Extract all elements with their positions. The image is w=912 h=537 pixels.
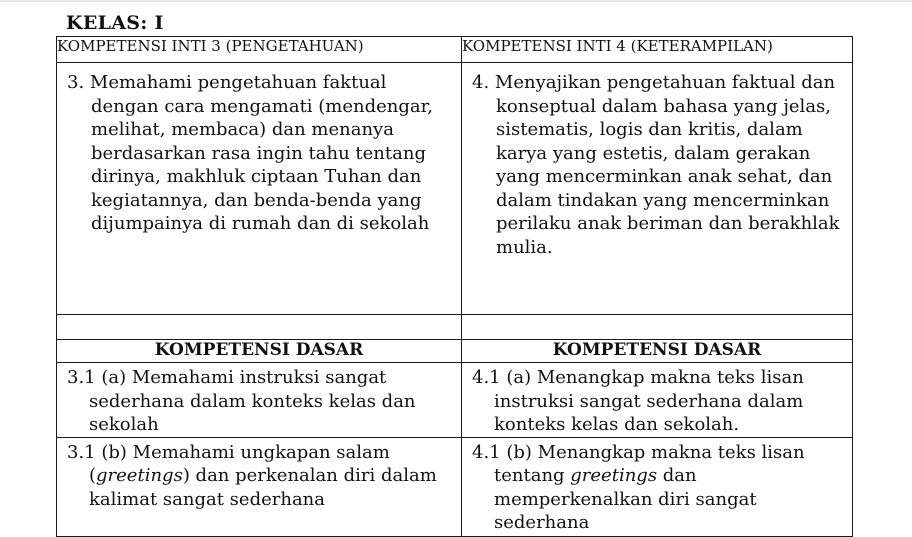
kd-right-header: KOMPETENSI DASAR xyxy=(462,340,853,363)
kd-row-2 xyxy=(57,437,853,536)
spacer-row xyxy=(57,315,853,340)
kd-left-header: KOMPETENSI DASAR xyxy=(57,340,462,363)
kd-3-1b-pre: 3.1 (b) Memahami ungkapan salam ( xyxy=(67,441,390,486)
kd-3-1b-em: greetings xyxy=(96,465,183,486)
kd-4-1b-text xyxy=(472,441,846,535)
ki4-cell xyxy=(462,63,853,315)
kd-3-1b-text xyxy=(67,441,455,512)
kd-3-1b-post: ) dan perkenalan diri dalam kalimat sangat sederhana xyxy=(89,465,437,510)
kd-3-1a-text: 3.1 (a) Memahami instruksi sangat sederhana dalam konteks kelas dan sekolah xyxy=(67,367,416,435)
kd-row-1-right xyxy=(462,363,853,438)
ki3-header: KOMPETENSI INTI 3 (PENGETAHUAN) xyxy=(57,37,462,63)
ki3-text: 3. Memahami pengetahuan faktual dengan cara mengamati (mendengar, melihat, membaca) dan menanya berdasarkan rasa ingin tahu tentang dirinya, makhluk ciptaan Tuhan dan kegiatannya, dan benda-benda yang dijumpainya di rumah dan di sekolah xyxy=(67,72,433,234)
kd-4-1a-text: 4.1 (a) Menangkap makna teks lisan instruksi sangat sederhana dalam konteks kelas dan sekolah. xyxy=(472,367,804,435)
kd-row-1 xyxy=(57,363,853,438)
kd-header-row xyxy=(57,340,853,363)
spacer-cell-right xyxy=(462,315,853,340)
kd-row-2-right xyxy=(462,437,853,536)
ki-content-row xyxy=(57,63,853,315)
kd-4-1b-post: dan memperkenalkan diri sangat sederhana xyxy=(494,465,757,533)
ki3-cell xyxy=(57,63,462,315)
kd-row-2-left xyxy=(57,437,462,536)
ki-header-row xyxy=(57,37,853,63)
ki4-header: KOMPETENSI INTI 4 (KETERAMPILAN) xyxy=(462,37,853,63)
spacer-cell-left xyxy=(57,315,462,340)
ki4-text: 4. Menyajikan pengetahuan faktual dan konseptual dalam bahasa yang jelas, sistematis, logis dan kritis, dalam karya yang estetis, dalam gerakan yang mencerminkan anak sehat, dan dalam tindakan yang mencerminkan perilaku anak beriman dan berakhlak mulia. xyxy=(472,72,840,258)
page-title: KELAS: I xyxy=(66,12,164,34)
kd-row-1-left xyxy=(57,363,462,438)
competency-table xyxy=(56,36,853,537)
top-divider xyxy=(0,0,912,2)
kd-4-1b-pre: 4.1 (b) Menangkap makna teks lisan tentang xyxy=(472,441,805,486)
kd-4-1b-em: greetings xyxy=(570,465,658,486)
